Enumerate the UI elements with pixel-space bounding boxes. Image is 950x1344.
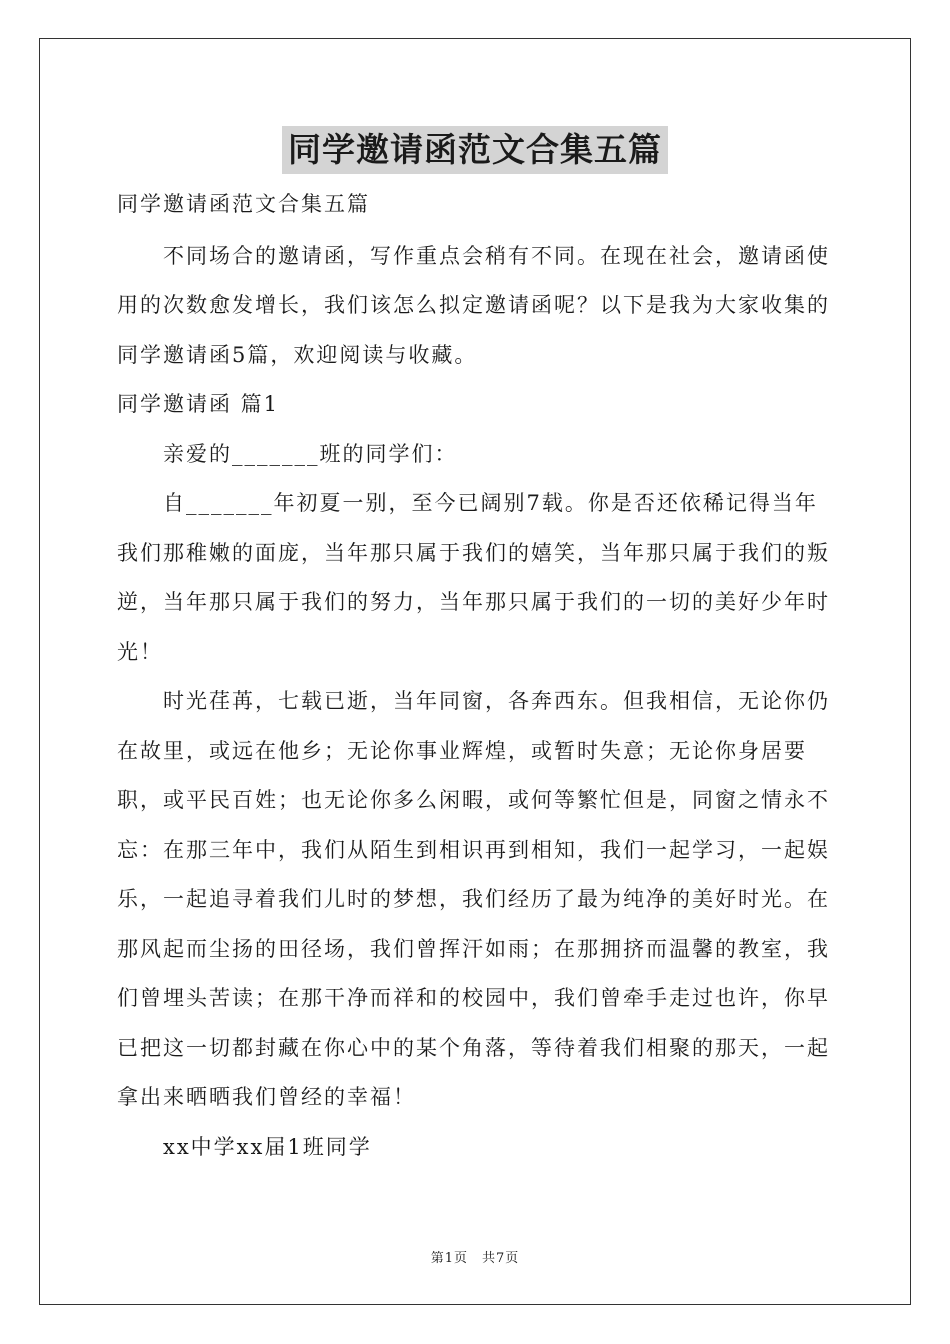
document-body	[117, 180, 837, 1172]
section-heading: 同学邀请函 篇1	[117, 392, 280, 416]
body-paragraph-2: 时光荏苒，七载已逝，当年同窗，各奔西东。但我相信，无论你仍在故里，或远在他乡；无论你事业辉煌，或暂时失意；无论你身居要职，或平民百姓；也无论你多么闲暇，或何等繁忙但是，同窗之情永不忘：在那三年中，我们从陌生到相识再到相知，我们一起学习，一起娱乐，一起追寻着我们儿时的梦想，我们经历了最为纯净的美好时光。在那风起而尘扬的田径场，我们曾挥汗如雨；在那拥挤而温馨的教室，我们曾埋头苦读；在那干净而祥和的校园中，我们曾牵手走过也许，你早已把这一切都封藏在你心中的某个角落，等待着我们相聚的那天，一起拿出来晒晒我们曾经的幸福！	[117, 689, 830, 1109]
document-title-wrapper	[0, 126, 950, 174]
signature-line: xx中学xx届1班同学	[163, 1134, 372, 1159]
page-footer: 第1页 共7页	[430, 1251, 520, 1266]
greeting-line: 亲爱的_______班的同学们：	[163, 441, 458, 466]
document-title: 同学邀请函范文合集五篇	[282, 126, 668, 174]
document-subtitle: 同学邀请函范文合集五篇	[117, 192, 370, 216]
intro-paragraph: 不同场合的邀请函，写作重点会稍有不同。在现在社会，邀请函使用的次数愈发增长，我们该怎么拟定邀请函呢？以下是我为大家收集的同学邀请函5篇，欢迎阅读与收藏。	[117, 243, 830, 367]
body-paragraph-1: 自_______年初夏一别，至今已阔别7载。你是否还依稀记得当年我们那稚嫩的面庞，当年那只属于我们的嬉笑，当年那只属于我们的叛逆，当年那只属于我们的努力，当年那只属于我们的一切的美好少年时光！	[117, 491, 830, 664]
